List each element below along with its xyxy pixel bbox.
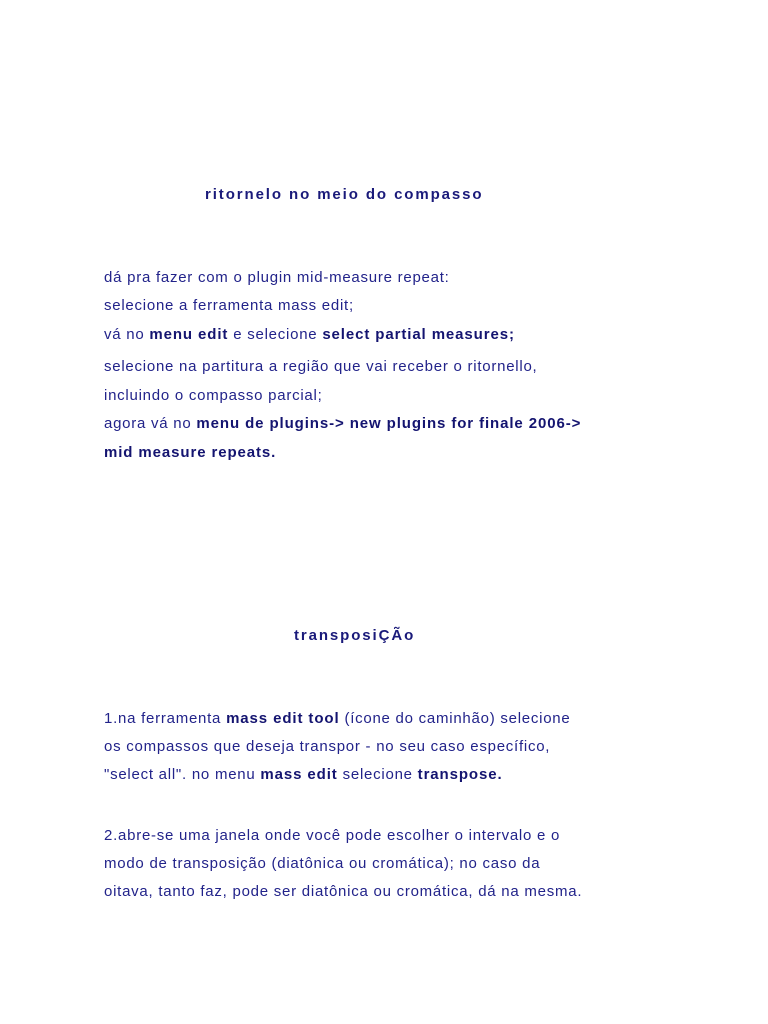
bold-term-mass-edit-tool: mass edit tool xyxy=(226,710,340,727)
bold-term-mass-edit: mass edit xyxy=(260,766,338,783)
bold-term-menu-edit: menu edit xyxy=(149,326,229,343)
paragraph-line: incluindo o compasso parcial; xyxy=(104,387,323,404)
paragraph-line xyxy=(104,444,276,462)
text-span: agora vá no xyxy=(104,415,197,432)
paragraph-line xyxy=(104,326,515,344)
text-span: "select all". no menu xyxy=(104,766,261,783)
text-span: e selecione xyxy=(228,326,323,343)
bold-term-transpose: transpose. xyxy=(417,766,503,783)
paragraph-line xyxy=(104,766,503,784)
bold-term-select-partial-measures: select partial measures; xyxy=(322,326,515,343)
paragraph-line: 2.abre-se uma janela onde você pode escolher o intervalo e o xyxy=(104,827,561,844)
paragraph-line xyxy=(104,710,571,728)
text-span: (ícone do caminhão) selecione xyxy=(339,710,571,727)
section-title-ritornelo: ritornelo no meio do compasso xyxy=(205,186,484,203)
bold-term-mid-measure-repeats: mid measure repeats. xyxy=(104,444,277,461)
paragraph-line: os compassos que deseja transpor - no seu caso específico, xyxy=(104,738,551,755)
paragraph-line: selecione a ferramenta mass edit; xyxy=(104,297,354,314)
paragraph-line: oitava, tanto faz, pode ser diatônica ou cromática, dá na mesma. xyxy=(104,883,583,900)
section-title-transposicao: transposiÇÃo xyxy=(294,627,416,644)
text-span: 1.na ferramenta xyxy=(104,710,227,727)
paragraph-line: dá pra fazer com o plugin mid-measure repeat: xyxy=(104,269,450,286)
text-span: selecione xyxy=(337,766,418,783)
bold-term-menu-de-plugins: menu de plugins-> new plugins for finale 2006-> xyxy=(196,415,582,432)
paragraph-line: selecione na partitura a região que vai receber o ritornello, xyxy=(104,358,538,375)
paragraph-line: modo de transposição (diatônica ou cromática); no caso da xyxy=(104,855,541,872)
paragraph-line xyxy=(104,415,581,433)
text-span: vá no xyxy=(104,326,150,343)
